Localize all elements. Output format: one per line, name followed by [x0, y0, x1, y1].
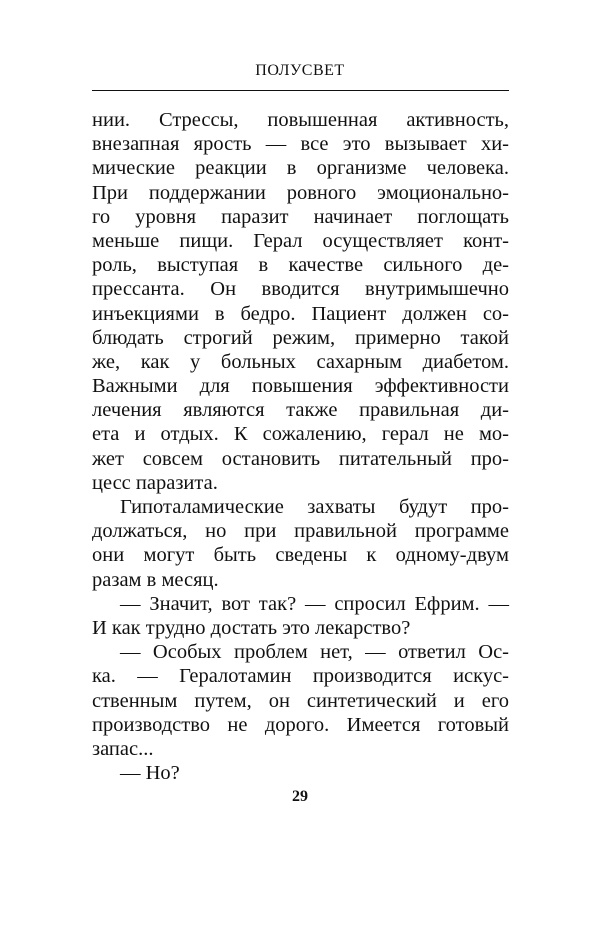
text-line: — Но?: [120, 762, 180, 785]
text-line: лечения являются также правильная ди-: [92, 399, 509, 422]
text-line: внезапная ярость — все это вызывает хи-: [92, 133, 509, 156]
text-line: прессанта. Он вводится внутримышечно: [92, 278, 509, 301]
text-line: ка. — Гералотамин производится искус-: [92, 665, 509, 688]
body-text: [92, 108, 509, 785]
text-line: Важными для повышения эффективности: [92, 375, 509, 398]
text-line: мические реакции в организме человека.: [92, 157, 509, 180]
page-number: 29: [292, 788, 308, 805]
text-line: ственным путем, он синтетический и его: [92, 689, 509, 712]
text-line: они могут быть сведены к одному-двум: [92, 544, 509, 567]
text-line: го уровня паразит начинает поглощать: [92, 205, 509, 228]
text-line: инъекциями в бедро. Пациент должен со-: [92, 302, 509, 325]
text-line: разам в месяц.: [92, 568, 219, 591]
text-line: меньше пищи. Герал осуществляет конт-: [92, 229, 509, 252]
text-line: должаться, но при правильной программе: [92, 520, 509, 543]
running-head: ПОЛУСВЕТ: [255, 62, 345, 79]
text-line: производство не дорого. Имеется готовый: [92, 713, 509, 736]
text-line: — Значит, вот так? — спросил Ефрим. —: [120, 592, 509, 615]
text-line: И как трудно достать это лекарство?: [92, 616, 411, 639]
header-rule: [92, 90, 509, 91]
text-line: Гипоталамические захваты будут про-: [120, 496, 509, 518]
text-line: — Особых проблем нет, — ответил Ос-: [120, 641, 509, 664]
text-line: запас...: [92, 737, 154, 760]
text-line: блюдать строгий режим, примерно такой: [92, 326, 509, 349]
text-line: нии. Стрессы, повышенная активность,: [92, 109, 509, 131]
text-line: жет совсем остановить питательный про-: [92, 447, 509, 470]
text-line: ета и отдых. К сожалению, герал не мо-: [92, 423, 509, 446]
text-line: При поддержании ровного эмоционально-: [92, 181, 509, 204]
text-line: цесс паразита.: [92, 471, 218, 494]
text-line: роль, выступая в качестве сильного де-: [92, 254, 509, 277]
text-line: же, как у больных сахарным диабетом.: [92, 350, 509, 373]
